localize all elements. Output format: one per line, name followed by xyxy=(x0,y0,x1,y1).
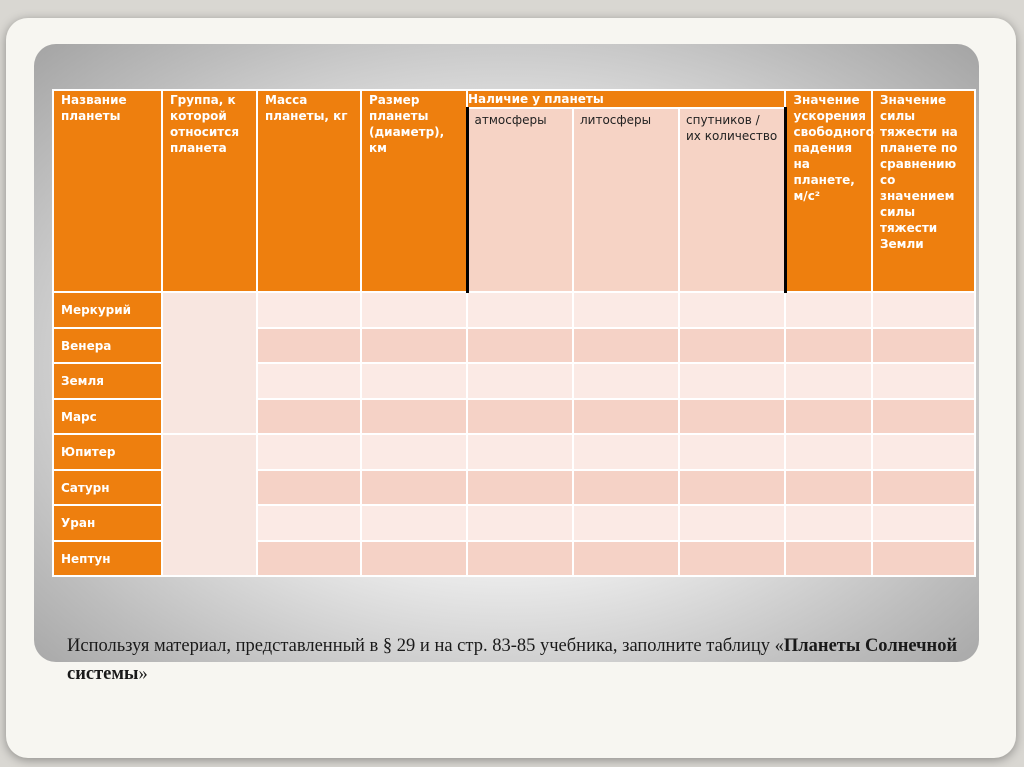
header-row-top xyxy=(53,90,975,108)
table-cell[interactable] xyxy=(361,470,467,506)
planet-name: Земля xyxy=(53,363,162,399)
table-cell[interactable] xyxy=(573,470,679,506)
table-cell[interactable] xyxy=(361,541,467,577)
table-cell[interactable] xyxy=(679,505,785,541)
table-cell[interactable] xyxy=(467,399,573,435)
table-cell[interactable] xyxy=(573,399,679,435)
table-cell[interactable] xyxy=(872,399,975,435)
table-cell[interactable] xyxy=(361,505,467,541)
table-cell[interactable] xyxy=(785,363,872,399)
planet-name: Меркурий xyxy=(53,292,162,328)
table-cell[interactable] xyxy=(679,470,785,506)
slide-caption xyxy=(67,632,967,688)
planet-name: Нептун xyxy=(53,541,162,577)
group-cell-terrestrial[interactable] xyxy=(162,292,257,434)
table-cell[interactable] xyxy=(872,328,975,364)
caption-quote-close: » xyxy=(138,664,148,684)
planet-name: Юпитер xyxy=(53,434,162,470)
header-atmosphere: атмосферы xyxy=(467,108,573,292)
planet-name: Венера xyxy=(53,328,162,364)
table-row xyxy=(53,292,975,328)
table-cell[interactable] xyxy=(679,363,785,399)
table-cell[interactable] xyxy=(573,328,679,364)
table-cell[interactable] xyxy=(872,363,975,399)
table-cell[interactable] xyxy=(679,434,785,470)
planets-table xyxy=(52,89,976,577)
table-cell[interactable] xyxy=(573,541,679,577)
table-cell[interactable] xyxy=(257,328,361,364)
table-cell[interactable] xyxy=(467,505,573,541)
header-gravity: Значение силы тяжести на планете по сравнению со значением силы тяжести Земли xyxy=(872,90,975,292)
table-cell[interactable] xyxy=(257,505,361,541)
table-cell[interactable] xyxy=(361,363,467,399)
table-cell[interactable] xyxy=(872,434,975,470)
header-satellites: спутников / их количество xyxy=(679,108,785,292)
table-cell[interactable] xyxy=(872,541,975,577)
table-cell[interactable] xyxy=(361,292,467,328)
table-cell[interactable] xyxy=(679,292,785,328)
table-row xyxy=(53,434,975,470)
header-presence: Наличие у планеты xyxy=(467,90,785,108)
table-cell[interactable] xyxy=(361,399,467,435)
header-mass: Масса планеты, кг xyxy=(257,90,361,292)
table-cell[interactable] xyxy=(785,328,872,364)
table-cell[interactable] xyxy=(361,434,467,470)
table-cell[interactable] xyxy=(467,541,573,577)
group-cell-giants[interactable] xyxy=(162,434,257,576)
table-cell[interactable] xyxy=(785,399,872,435)
table-cell[interactable] xyxy=(573,363,679,399)
header-group: Группа, к которой относится планета xyxy=(162,90,257,292)
table-cell[interactable] xyxy=(679,399,785,435)
table-cell[interactable] xyxy=(467,328,573,364)
table-cell[interactable] xyxy=(872,470,975,506)
table-cell[interactable] xyxy=(467,363,573,399)
table-cell[interactable] xyxy=(785,434,872,470)
table-cell[interactable] xyxy=(257,541,361,577)
table-cell[interactable] xyxy=(467,434,573,470)
planet-name: Уран xyxy=(53,505,162,541)
caption-text: Используя материал, представленный в § 29 и на стр. 83-85 учебника, заполните таблицу « xyxy=(67,636,784,656)
table-cell[interactable] xyxy=(257,434,361,470)
table-cell[interactable] xyxy=(785,541,872,577)
table-cell[interactable] xyxy=(785,292,872,328)
header-acceleration: Значение ускорения свободного падения на планете, м/с² xyxy=(785,90,872,292)
table-cell[interactable] xyxy=(573,292,679,328)
header-size: Размер планеты (диаметр), км xyxy=(361,90,467,292)
caption-table-title: Планеты Солнечной системы xyxy=(67,636,958,684)
table-cell[interactable] xyxy=(257,292,361,328)
table-cell[interactable] xyxy=(679,328,785,364)
table-cell[interactable] xyxy=(467,470,573,506)
planet-name: Сатурн xyxy=(53,470,162,506)
table-cell[interactable] xyxy=(785,505,872,541)
table-cell[interactable] xyxy=(573,505,679,541)
table-cell[interactable] xyxy=(257,399,361,435)
table-cell[interactable] xyxy=(257,470,361,506)
table-cell[interactable] xyxy=(872,505,975,541)
table-cell[interactable] xyxy=(679,541,785,577)
header-name: Название планеты xyxy=(53,90,162,292)
planet-name: Марс xyxy=(53,399,162,435)
table-cell[interactable] xyxy=(785,470,872,506)
table-cell[interactable] xyxy=(573,434,679,470)
table-cell[interactable] xyxy=(872,292,975,328)
header-lithosphere: литосферы xyxy=(573,108,679,292)
table-cell[interactable] xyxy=(361,328,467,364)
table-cell[interactable] xyxy=(467,292,573,328)
table-cell[interactable] xyxy=(257,363,361,399)
